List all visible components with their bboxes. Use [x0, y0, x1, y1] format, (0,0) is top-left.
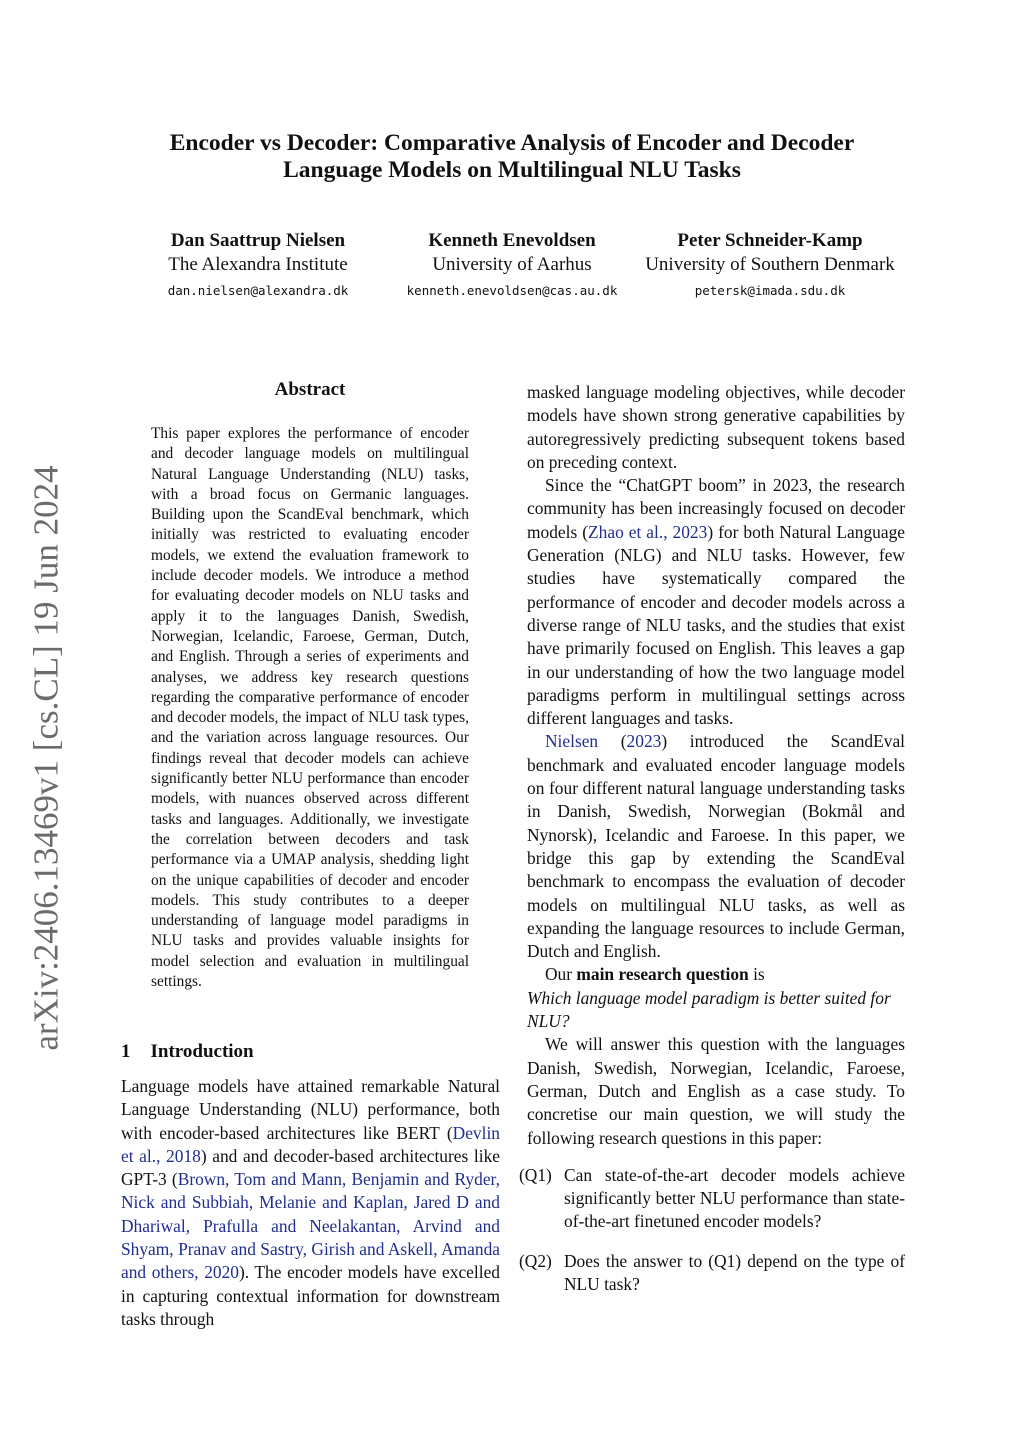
- section-heading-introduction: [121, 1040, 254, 1064]
- abstract-text: This paper explores the performance of encoder and decoder language models on multilingual Natural Language Understanding (NLU) tasks, with a broad focus on Germanic languages. Building upon the ScandEval benchmark, which initially was restricted to evaluating encoder models, we extend the evaluation framework to include decoder models. We introduce a method for evaluating decoder models on NLU tasks and apply it to the languages Danish, Swedish, Norwegian, Icelandic, Faroese, German, Dutch, and English. Through a series of experiments and analyses, we address key research questions regarding the comparative performance of encoder and decoder models, the impact of NLU task types, and the variation across language resources. Our findings reveal that decoder models can achieve significantly better NLU performance than encoder models, with nuances observed across different tasks and languages. Additionally, we investigate the correlation between decoders and task performance via a UMAP analysis, shedding light on the unique capabilities of decoder and encoder models. This study contributes to a deeper understanding of language model paradigms in NLU tasks and provides valuable insights for model selection and evaluation in multilingual settings.: [151, 425, 469, 991]
- citation-link[interactable]: Zhao et al., 2023: [588, 521, 708, 542]
- paragraph-text: Since the “ChatGPT boom” in 2023, the research community has been increasingly focused on decoder models (: [527, 475, 905, 542]
- abstract-heading: Abstract: [274, 379, 346, 400]
- research-question-item: [519, 1164, 905, 1234]
- arxiv-identifier: arXiv:2406.13469v1 [cs.CL] 19 Jun 2024: [27, 465, 67, 1051]
- paragraph-text: ) for both Natural Language Generation (NLG) and NLU tasks. However, few studies have systematically compared the performance of encoder and decoder models across a diverse range of NLU tasks, and the studies that exist have primarily focused on English. This leaves a gap in our understanding of how the two language model paradigms perform in multilingual settings across different languages and tasks.: [527, 521, 905, 729]
- paragraph-text: introduced the ScandEval benchmark and evaluated encoder language models on four different natural language understanding tasks in Danish, Swedish, Norwegian (Bokmål and Nynorsk), Icelandic and Faroese. In this paper, we bridge this gap by extending the ScandEval benchmark to encompass the evaluation of decoder models on multilingual NLU tasks, as well as expanding the language resources to include German, Dutch and English.: [527, 731, 905, 962]
- author-affiliation: University of Aarhus: [432, 254, 592, 275]
- citation-link[interactable]: Nielsen: [545, 731, 599, 752]
- citation-link[interactable]: Brown, Tom and Mann, Benjamin and Ryder, Nick and Subbiah, Melanie and Kaplan, Jared D and Dhariwal, Prafulla and Neelakantan, Arvind and Shyam, Pranav and Sastry, Girish and Askell, Amanda and others, 2020: [121, 1169, 500, 1283]
- author-email: kenneth.enevoldsen@cas.au.dk: [406, 283, 618, 298]
- question-tag: (Q1): [519, 1164, 552, 1185]
- author-name: Dan Saattrup Nielsen: [170, 230, 346, 251]
- title-line-2: Language Models on Multilingual NLU Tasks: [283, 157, 741, 183]
- author-affiliation: University of Southern Denmark: [645, 254, 895, 275]
- main-research-question: Which language model paradigm is better suited for NLU?: [527, 987, 891, 1032]
- section-title: Introduction: [150, 1041, 254, 1062]
- title-line-1: Encoder vs Decoder: Comparative Analysis of Encoder and Decoder: [169, 130, 855, 156]
- paragraph: [527, 963, 905, 986]
- author-affiliation: The Alexandra Institute: [168, 254, 348, 275]
- paragraph: Nielsen (2023) introduced the ScandEval benchmark and evaluated encoder language models on four different natural language understanding tasks in Danish, Swedish, Norwegian (Bokmål and Nynorsk), Icelandic and Faroese. In this paper, we bridge this gap by extending the ScandEval benchmark to encompass the evaluation of decoder models on multilingual NLU tasks, as well as expanding the language resources to include German, Dutch and English.: [527, 731, 905, 962]
- intro-text: ) and and decoder-based architectures like GPT-3 (: [121, 1145, 500, 1190]
- intro-text: Language models have attained remarkable Natural Language Understanding (NLU) performance, both with encoder-based architectures like BERT (: [121, 1076, 500, 1143]
- research-question-item: [519, 1250, 905, 1297]
- author-1: [158, 229, 358, 299]
- intro-left-column: [121, 1075, 500, 1331]
- paragraph-text: Our: [545, 964, 577, 985]
- section-number: 1: [121, 1041, 131, 1062]
- paragraph: We will answer this question with the languages Danish, Swedish, Norwegian, Icelandic, Faroese, German, Dutch and English as a case study. To concretise our main question, we will study the following research questions in this paper:: [527, 1034, 905, 1148]
- author-email: dan.nielsen@alexandra.dk: [167, 283, 349, 298]
- question-tag: (Q2): [519, 1250, 552, 1271]
- citation-link[interactable]: 2023: [626, 731, 662, 752]
- arxiv-sidebar: [22, 458, 72, 1058]
- author-name: Kenneth Enevoldsen: [428, 230, 596, 251]
- paragraph: [527, 474, 905, 730]
- author-2: [400, 229, 624, 299]
- research-question-list: [519, 1164, 905, 1296]
- author-3: [634, 229, 906, 299]
- question-text: Does the answer to (Q1) depend on the type of NLU task?: [564, 1250, 905, 1294]
- citation-link[interactable]: Devlin et al., 2018: [121, 1122, 500, 1166]
- intro-text: ). The encoder models have excelled in capturing contextual information for downstream tasks through: [121, 1262, 500, 1329]
- author-email: petersk@imada.sdu.dk: [694, 283, 846, 298]
- author-name: Peter Schneider-Kamp: [677, 230, 863, 251]
- paragraph-text: is: [748, 964, 765, 985]
- bold-text: main research question: [576, 964, 749, 985]
- intro-right-column: [519, 381, 905, 1312]
- paper-title: [120, 130, 904, 184]
- question-text: Can state-of-the-art decoder models achieve significantly better NLU performance than state-of-the-art finetuned encoder models?: [564, 1164, 905, 1232]
- paragraph: masked language modeling objectives, while decoder models have shown strong generative capabilities by autoregressively predicting subsequent tokens based on preceding context.: [527, 382, 905, 472]
